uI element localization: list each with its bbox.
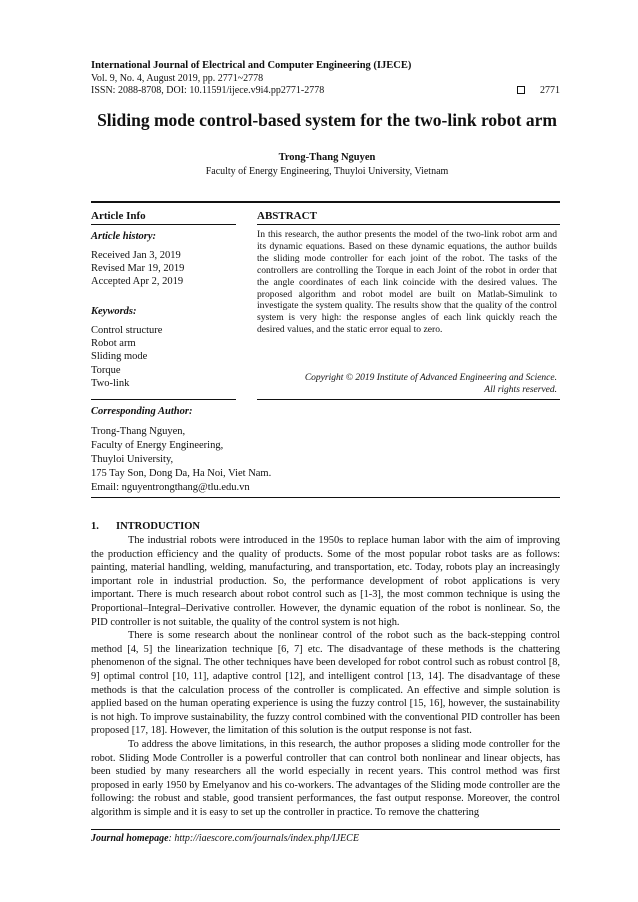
journal-name: International Journal of Electrical and Computer Engineering (IJECE) xyxy=(91,60,412,71)
keyword-item: Torque xyxy=(91,364,121,376)
info-bottom-rule xyxy=(91,399,236,400)
homepage-label: Journal homepage xyxy=(91,833,169,844)
introduction-body xyxy=(91,534,560,819)
abstract-rule xyxy=(257,224,560,225)
keyword-item: Two-link xyxy=(91,377,130,389)
article-info-rule xyxy=(91,224,236,225)
section-title: INTRODUCTION xyxy=(116,521,201,532)
corresponding-author-heading: Corresponding Author: xyxy=(91,406,193,417)
history-received: Received Jan 3, 2019 xyxy=(91,250,181,261)
corresponding-author-details xyxy=(91,425,271,495)
article-history-list xyxy=(91,249,184,289)
author-name: Trong-Thang Nguyen xyxy=(278,152,376,163)
copyright-line-2: All rights reserved. xyxy=(484,385,557,395)
corr-address: 175 Tay Son, Dong Da, Ha Noi, Viet Nam. xyxy=(91,468,272,479)
journal-volume: Vol. 9, No. 4, August 2019, pp. 2771~2778 xyxy=(91,73,264,84)
intro-paragraph-1: The industrial robots were introduced in the 1950s to replace human labor with the aim of improving the production efficiency and the quality of products. Some of the most popular robot tasks are as follows: painting, material handling, welding, manufacturing, and transportation, etc. Today, robots play an increasingly important role in industrial production. So, the performance development of robot applications is very important. There is much research about robot control such as [1-3], the most common technique is using the Proportional–Integral–Derivative controller. However, the dynamic equation of the robot is nonlinear. So, the PID controller is not suitable, the quality of the control system is not high. xyxy=(91,535,560,628)
homepage-url[interactable]: : http://iaescore.com/journals/index.php/IJECE xyxy=(168,833,359,844)
article-history-heading: Article history: xyxy=(91,231,157,242)
article-info-heading: Article Info xyxy=(91,210,146,222)
author-affiliation: Faculty of Energy Engineering, Thuyloi University, Vietnam xyxy=(205,166,449,177)
journal-issn-doi: ISSN: 2088-8708, DOI: 10.11591/ijece.v9i4.pp2771-2778 xyxy=(91,85,325,96)
intro-paragraph-2: There is some research about the nonlinear control of the robot such as the back-stepping control method [4, 5] the linearization technique [6, 7] etc. The disadvantage of these methods is the chattering phenomenon of the signal. The other techniques have been developed for robot control such as robust control [8, 9] optimal control [10, 11], adaptive control [12], and intelligent control [13, 14]. The disadvantage of these methods is that the calculation process of the controller is complicated. An effective and simple solution is applied based on the human operating experience is using the fuzzy control [15, 16], however, the sustainability is not high. To improve sustainability, the fuzzy control combined with the conventional PID controller has been proposed [17, 18]. However, the limitation of this solution is the output response is not fast. xyxy=(91,630,560,737)
history-revised: Revised Mar 19, 2019 xyxy=(91,263,185,275)
keywords-heading: Keywords: xyxy=(91,306,137,317)
abstract-heading: ABSTRACT xyxy=(257,210,317,222)
introduction-heading xyxy=(91,521,200,532)
intro-paragraph-3: To address the above limitations, in this research, the author proposes a sliding mode controller for the robot. Sliding Mode Controller is a powerful controller that can control both nonlinear and linear objects, has been studied by many researchers all the world especially in recent years. This control method was first proposed in early 1950 by Emelyanov and his co-workers. The advantages of the Sliding mode controller are the following: the robust and stable, good transient performances, the fast output response. Moreover, the control algorithm is simple and it is easy to set up the controller in practice. To remove the chattering xyxy=(91,738,560,818)
copyright-line-1: Copyright © 2019 Institute of Advanced Engineering and Science. xyxy=(304,373,557,383)
section-divider-rule xyxy=(91,497,560,498)
keyword-item: Control structure xyxy=(91,325,163,336)
corr-email: Email: nguyentrongthang@tlu.edu.vn xyxy=(91,482,250,493)
keyword-item: Sliding mode xyxy=(91,351,148,363)
keyword-item: Robot arm xyxy=(91,338,136,350)
abstract-bottom-rule xyxy=(257,399,560,400)
section-number: 1. xyxy=(91,521,99,532)
abstract-text: In this research, the author presents the model of the two-link robot arm and its dynamic equations. Based on these dynamic equations, the author builds the sliding mode controller for each joint of the robot. The tasks of the controllers are controlling the Torque in each Joint of the robot in order that the angle coordinates of each link coincide with the desired values. The proposed algorithm and robot model are built on Matlab-Simulink to investigate the system quality. The results show that the quality of the control system is very high: the response angles of each link quickly reach the desired values, and the static error equal to zero. xyxy=(257,229,557,336)
corr-university: Thuyloi University, xyxy=(91,454,174,465)
page-number: 2771 xyxy=(540,85,560,96)
footer-rule xyxy=(91,829,560,830)
corr-name: Trong-Thang Nguyen, xyxy=(91,426,186,437)
top-rule xyxy=(91,201,560,203)
copyright-notice xyxy=(257,372,557,396)
paper-title: Sliding mode control-based system for the two-link robot arm xyxy=(97,110,557,130)
corr-faculty: Faculty of Energy Engineering, xyxy=(91,440,224,451)
keywords-list xyxy=(91,324,162,390)
checkbox-square-icon xyxy=(517,86,525,94)
history-accepted: Accepted Apr 2, 2019 xyxy=(91,276,184,288)
journal-homepage xyxy=(91,833,359,844)
